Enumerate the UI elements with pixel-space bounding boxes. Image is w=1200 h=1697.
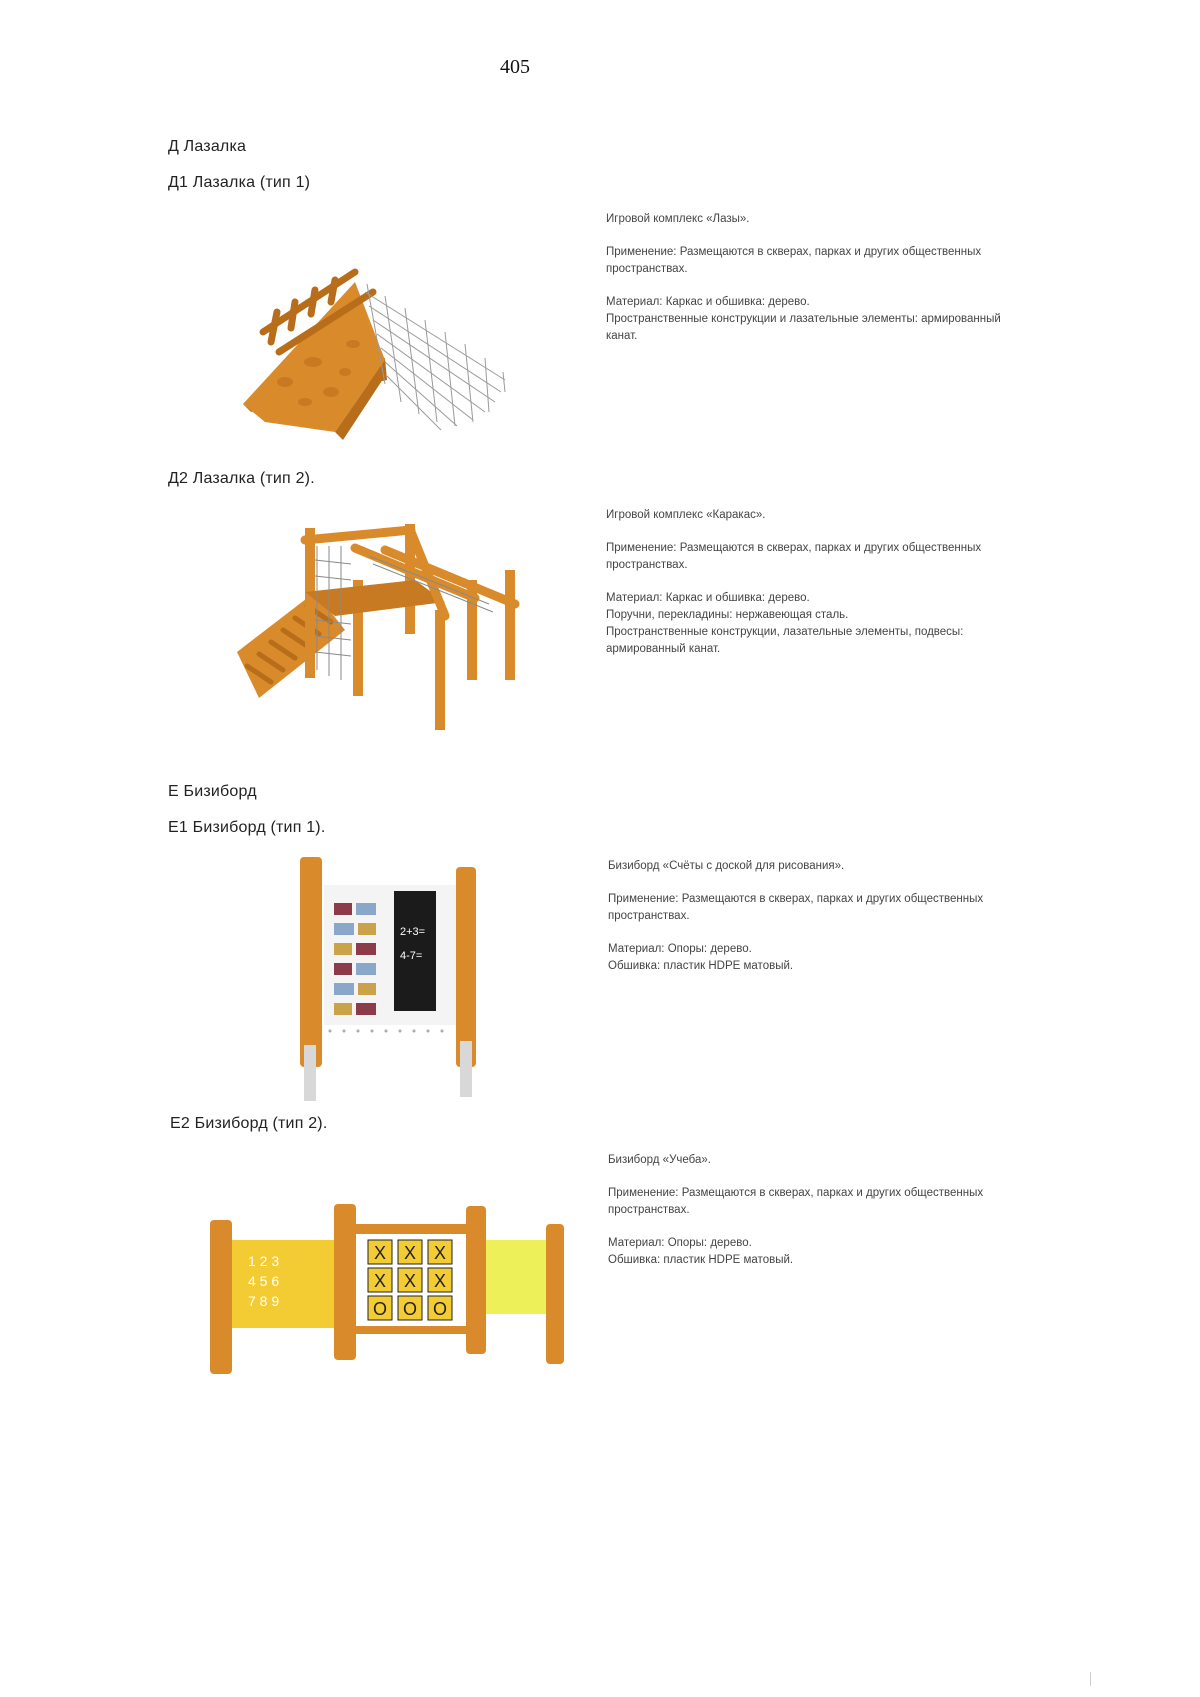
section-heading-e: Е Бизиборд xyxy=(168,783,257,800)
climbing-frame-type2-illustration xyxy=(235,520,535,735)
ttt-cell-5: X xyxy=(403,1271,417,1291)
e2-material-supports: Материал: Опоры: дерево. xyxy=(608,1237,752,1249)
ttt-cell-7: O xyxy=(372,1299,388,1319)
panel-numbers-1: 1 2 3 xyxy=(248,1253,280,1269)
ttt-cell-8: O xyxy=(402,1299,418,1319)
d1-material-rope: Пространственные конструкции и лазательные элементы: армированный канат. xyxy=(606,313,1001,342)
e1-material-supports: Материал: Опоры: дерево. xyxy=(608,943,752,955)
section-heading-e2: Е2 Бизиборд (тип 2). xyxy=(170,1115,328,1132)
busyboard-study-illustration xyxy=(208,1200,568,1375)
d2-material-rails: Поручни, перекладины: нержавеющая сталь. xyxy=(606,609,849,621)
e2-product-name: Бизиборд «Учеба». xyxy=(608,1154,711,1166)
d1-application: Применение: Размещаются в скверах, парках и других общественных пространствах. xyxy=(606,246,982,275)
ttt-cell-9: O xyxy=(432,1299,448,1319)
panel-numbers-3: 7 8 9 xyxy=(248,1293,280,1309)
section-heading-d2: Д2 Лазалка (тип 2). xyxy=(168,470,315,487)
d1-material-frame: Материал: Каркас и обшивка: дерево. xyxy=(606,296,810,308)
chalkboard-text-2: 4-7= xyxy=(400,950,423,962)
section-heading-e1: Е1 Бизиборд (тип 1). xyxy=(168,819,326,836)
e2-material-cladding: Обшивка: пластик HDPE матовый. xyxy=(608,1254,794,1266)
ttt-cell-3: X xyxy=(433,1243,447,1263)
scan-mark xyxy=(1090,1672,1091,1686)
d2-material-frame: Материал: Каркас и обшивка: дерево. xyxy=(606,592,810,604)
ttt-cell-6: X xyxy=(433,1271,447,1291)
e1-description xyxy=(608,858,1028,975)
e1-product-name: Бизиборд «Счёты с доской для рисования». xyxy=(608,860,845,872)
d2-product-name: Игровой комплекс «Каракас». xyxy=(606,509,766,521)
ttt-cell-4: X xyxy=(373,1271,387,1291)
e1-application: Применение: Размещаются в скверах, парках и других общественных пространствах. xyxy=(608,893,984,922)
ttt-cell-2: X xyxy=(403,1243,417,1263)
d2-application: Применение: Размещаются в скверах, парках и других общественных пространствах. xyxy=(606,542,982,571)
panel-numbers-2: 4 5 6 xyxy=(248,1273,280,1289)
climbing-frame-type1-illustration xyxy=(235,262,555,442)
d1-product-name: Игровой комплекс «Лазы». xyxy=(606,213,750,225)
d1-description xyxy=(606,211,1026,345)
e2-application: Применение: Размещаются в скверах, парках и других общественных пространствах. xyxy=(608,1187,984,1216)
d2-description xyxy=(606,507,1026,658)
page-number: 405 xyxy=(500,56,530,78)
busyboard-abacus-illustration xyxy=(294,855,484,1105)
ttt-cell-1: X xyxy=(373,1243,387,1263)
e2-description xyxy=(608,1152,1028,1269)
d2-material-rope: Пространственные конструкции, лазательные элементы, подвесы: армированный канат. xyxy=(606,626,964,655)
section-heading-d: Д Лазалка xyxy=(168,138,247,155)
chalkboard-text-1: 2+3= xyxy=(400,926,426,938)
section-heading-d1: Д1 Лазалка (тип 1) xyxy=(168,174,311,191)
e1-material-cladding: Обшивка: пластик HDPE матовый. xyxy=(608,960,794,972)
